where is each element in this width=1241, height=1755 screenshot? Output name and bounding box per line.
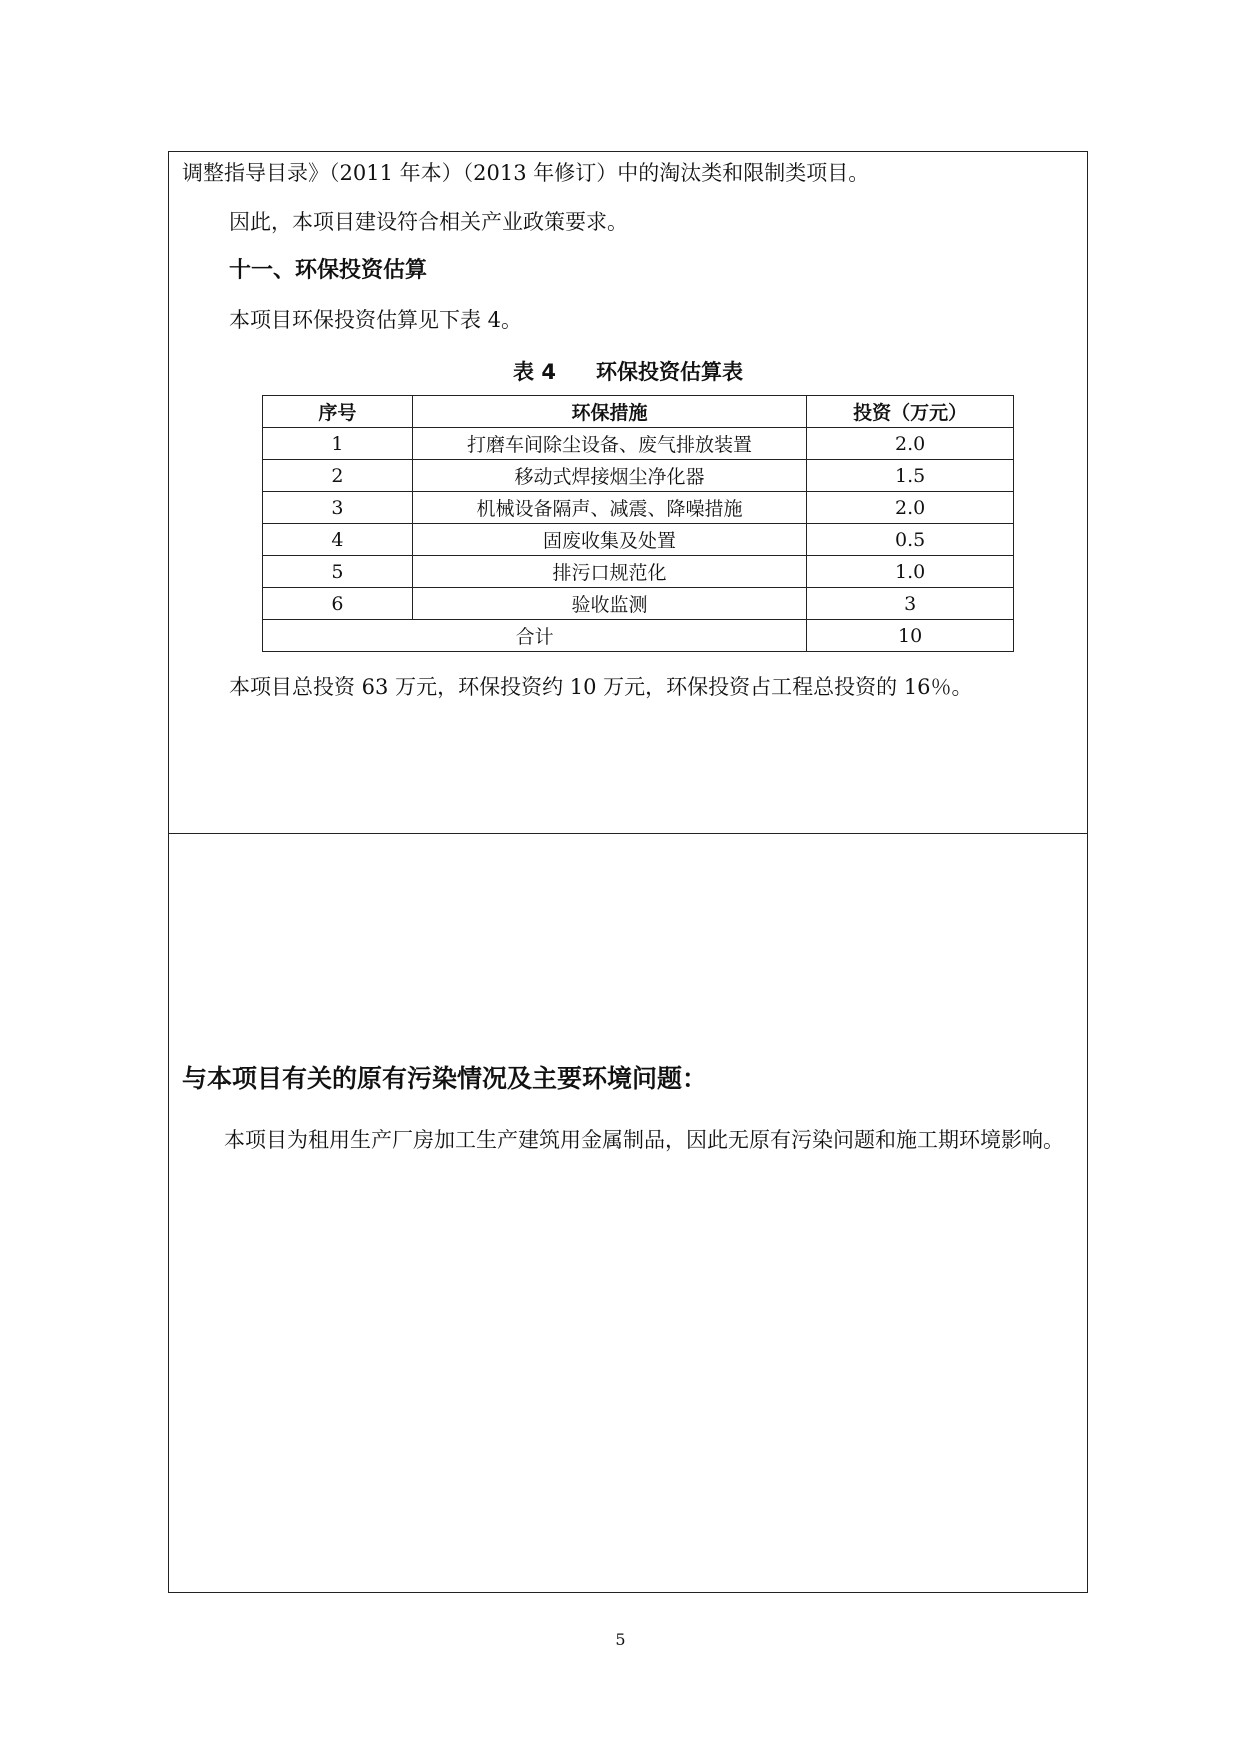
cell-seq: 2 [263,460,413,492]
table-row [263,524,1014,556]
total-value: 10 [807,620,1014,652]
report-frame [168,151,1088,1593]
table-intro-line: 本项目环保投资估算见下表 4。 [229,308,523,332]
conclusion-line: 因此，本项目建设符合相关产业政策要求。 [229,210,628,234]
cell-investment: 3 [807,588,1014,620]
table-total-row [263,620,1014,652]
investment-summary: 本项目总投资 63 万元，环保投资约 10 万元，环保投资占工程总投资的 16％。 [229,675,973,699]
cell-measure: 验收监测 [412,588,806,620]
header-investment: 投资（万元） [807,396,1014,428]
table-caption-number: 表 4 [513,360,556,384]
investment-table [262,395,1014,652]
cell-seq: 4 [263,524,413,556]
cell-measure: 机械设备隔声、减震、降噪措施 [412,492,806,524]
cell-investment: 0.5 [807,524,1014,556]
cell-seq: 3 [263,492,413,524]
section-heading: 十一、环保投资估算 [229,258,428,283]
cell-seq: 6 [263,588,413,620]
section2-paragraph: 本项目为租用生产厂房加工生产建筑用金属制品，因此无原有污染问题和施工期环境影响。 [224,1128,1064,1152]
section2-title: 与本项目有关的原有污染情况及主要环境问题： [182,1064,708,1093]
table-caption-title: 环保投资估算表 [595,360,743,384]
table-header-row [263,396,1014,428]
cell-measure: 排污口规范化 [412,556,806,588]
cell-measure: 打磨车间除尘设备、废气排放装置 [412,428,806,460]
cell-seq: 5 [263,556,413,588]
cell-investment: 2.0 [807,428,1014,460]
header-measure: 环保措施 [412,396,806,428]
table-caption [169,356,1087,386]
header-seq: 序号 [263,396,413,428]
section-divider [169,833,1087,834]
table-row [263,492,1014,524]
page-number: 5 [615,1630,626,1649]
table-row [263,428,1014,460]
continuation-line: 调整指导目录》（2011 年本）（2013 年修订）中的淘汰类和限制类项目。 [182,161,870,185]
cell-investment: 1.5 [807,460,1014,492]
cell-measure: 移动式焊接烟尘净化器 [412,460,806,492]
table-row [263,460,1014,492]
cell-seq: 1 [263,428,413,460]
cell-investment: 1.0 [807,556,1014,588]
cell-investment: 2.0 [807,492,1014,524]
table-row [263,556,1014,588]
cell-measure: 固废收集及处置 [412,524,806,556]
total-label: 合计 [263,620,807,652]
table-row [263,588,1014,620]
